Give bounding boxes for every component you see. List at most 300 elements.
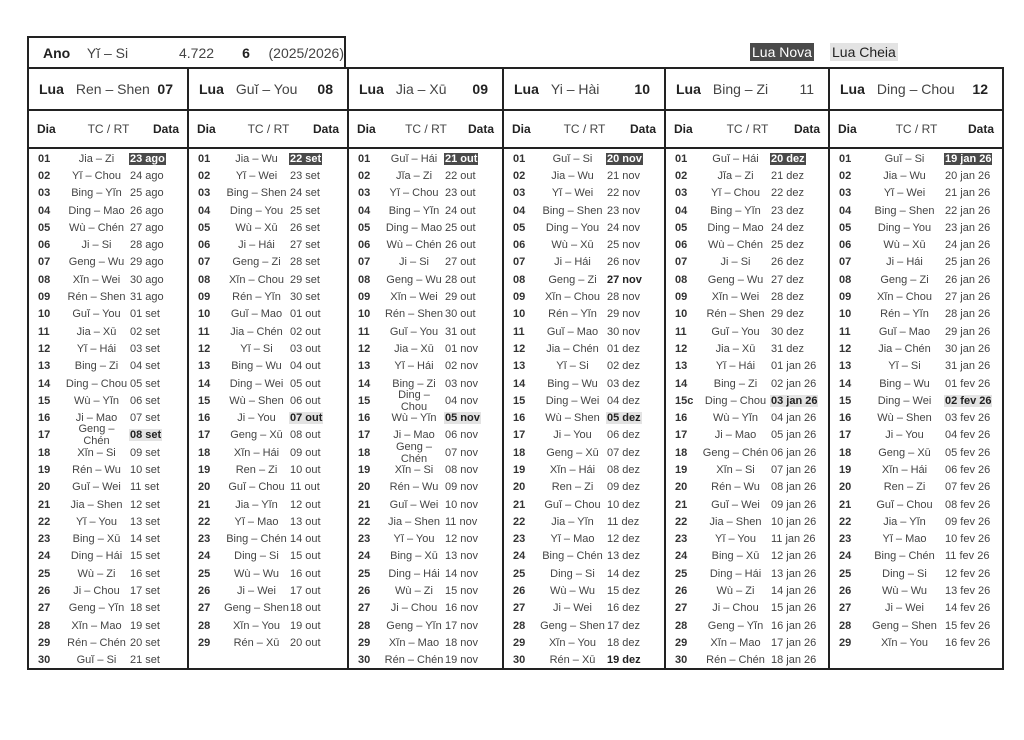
date-text: 01 set: [130, 308, 160, 321]
date-cell: [289, 516, 347, 528]
day-row: [189, 600, 347, 617]
tc-rt-cell: Xĭn – Wei: [390, 291, 438, 304]
date-text: 15 jan 26: [771, 602, 817, 615]
date-cell: [289, 637, 347, 649]
date-cell: [770, 516, 828, 528]
day-number: 26: [675, 585, 688, 598]
day-number: 27: [839, 602, 852, 615]
day-row: [189, 634, 347, 651]
date-text: 19 jan 26: [945, 152, 992, 165]
day-row: [830, 513, 1002, 530]
tc-rt-cell: Yĭ – Hái: [394, 360, 434, 373]
day-number: 18: [839, 446, 852, 459]
date-text: 03 set: [130, 342, 160, 355]
day-number: 14: [358, 377, 371, 390]
date-cell: [289, 291, 347, 303]
day-row: [830, 461, 1002, 478]
date-text: 25 nov: [607, 239, 641, 252]
day-row: [504, 582, 664, 599]
date-cell: [129, 291, 187, 303]
date-text: 24 set: [290, 187, 320, 200]
tc-rt-cell: Bing – Shen: [542, 204, 603, 217]
tc-rt-cell: Yĭ – Hái: [715, 360, 756, 373]
day-row: [29, 461, 187, 478]
date-cell: [770, 343, 828, 355]
tc-rt-cell: Jia – Shen: [709, 515, 762, 528]
day-number: 25: [513, 567, 526, 580]
tc-rt-cell: Guĭ – Si: [76, 654, 117, 667]
day-number: 01: [513, 152, 526, 165]
day-row: [666, 652, 828, 669]
date-cell: [770, 447, 828, 459]
date-text: 04 fev 26: [945, 429, 991, 442]
date-cell: [606, 170, 664, 182]
date-text: 05 dez: [607, 412, 641, 425]
day-row: [29, 358, 187, 375]
year-cycle: 6: [242, 44, 250, 61]
day-number: 26: [38, 585, 51, 598]
date-text: 20 dez: [771, 152, 805, 165]
moon-number: 12: [972, 81, 988, 97]
tc-rt-cell: Ji – Mao: [75, 412, 118, 425]
date-text: 10 fev 26: [945, 533, 991, 546]
day-number: 21: [513, 498, 526, 511]
day-number: 11: [358, 325, 370, 338]
tc-rt-cell: Ding – Si: [550, 567, 595, 580]
date-text: 26 out: [445, 239, 476, 252]
date-cell: [444, 533, 502, 545]
new-moon-date: [606, 153, 664, 165]
day-row: [504, 375, 664, 392]
tc-rt-cell: Geng – Chén: [78, 423, 115, 448]
day-row: [666, 375, 828, 392]
day-row: [189, 236, 347, 253]
day-row: [830, 288, 1002, 305]
moon-name: Jia – Xū: [395, 81, 447, 97]
day-number: 20: [358, 481, 371, 494]
date-cell: [444, 343, 502, 355]
date-text: 14 jan 26: [771, 585, 817, 598]
day-number: 13: [358, 360, 371, 373]
day-row: [189, 582, 347, 599]
day-row: [830, 375, 1002, 392]
date-cell: [944, 637, 1002, 649]
date-cell: [129, 187, 187, 199]
date-cell: [289, 170, 347, 182]
tc-rt-cell: Yĭ – Wei: [235, 169, 278, 182]
day-number: 07: [198, 256, 211, 269]
date-text: 03 jan 26: [771, 394, 818, 407]
day-number: 11: [513, 325, 525, 338]
tc-rt-cell: Rén – Shen: [706, 308, 765, 321]
day-number: 09: [839, 291, 852, 304]
day-number: 22: [675, 515, 688, 528]
tc-rt-cell: Ren – Zi: [551, 481, 594, 494]
date-text: 27 out: [445, 256, 476, 269]
day-number: 28: [513, 619, 526, 632]
tc-rt-cell: Geng – Wu: [386, 273, 442, 286]
date-text: 16 set: [130, 567, 160, 580]
day-number: 22: [839, 515, 852, 528]
date-cell: [606, 550, 664, 562]
date-text: 13 dez: [607, 550, 641, 563]
day-number: 12: [198, 342, 211, 355]
date-text: 30 nov: [607, 325, 641, 338]
day-number: 21: [675, 498, 688, 511]
day-rows: [29, 149, 187, 669]
day-row: [504, 496, 664, 513]
day-number: 17: [38, 429, 51, 442]
day-number: 20: [198, 481, 211, 494]
moon-name: Guĭ – You: [235, 81, 298, 97]
date-text: 23 out: [445, 187, 476, 200]
year-header: [27, 36, 346, 67]
new-moon-date: [289, 153, 347, 165]
day-number: 24: [675, 550, 688, 563]
tc-rt-cell: Geng – Chén: [702, 446, 769, 459]
new-moon-date: [770, 153, 828, 165]
tc-rt-cell: Guĭ – Wei: [389, 498, 439, 511]
day-row: [830, 254, 1002, 271]
day-number: 14: [513, 377, 526, 390]
date-text: 19 out: [290, 619, 321, 632]
tc-rt-cell: Xĭn – Hái: [233, 446, 280, 459]
date-text: 09 dez: [607, 481, 641, 494]
day-row: [666, 427, 828, 444]
date-text: 14 nov: [445, 567, 479, 580]
tc-rt-cell: Geng – Xū: [878, 446, 931, 459]
header-date: Data: [629, 122, 656, 136]
day-row: [830, 150, 1002, 167]
day-number: 17: [513, 429, 526, 442]
date-cell: [444, 654, 502, 666]
day-number: 18: [675, 446, 688, 459]
tc-rt-cell: Wù – Chén: [707, 239, 764, 252]
date-cell: [606, 187, 664, 199]
date-cell: [770, 378, 828, 390]
day-number: 30: [675, 654, 688, 667]
date-text: 02 fev 26: [945, 394, 992, 407]
date-cell: [129, 585, 187, 597]
day-number: 03: [38, 187, 51, 200]
date-text: 27 ago: [130, 221, 164, 234]
tc-rt-cell: Bing – Xū: [711, 550, 760, 563]
date-text: 20 out: [290, 636, 321, 649]
day-number: 03: [358, 187, 371, 200]
date-cell: [606, 464, 664, 476]
date-cell: [944, 516, 1002, 528]
legend-new-moon: Lua Nova: [752, 44, 812, 60]
tc-rt-cell: Geng – Shen: [540, 619, 605, 632]
day-row: [29, 375, 187, 392]
tc-rt-cell: Rén – Wu: [711, 481, 760, 494]
date-cell: [606, 620, 664, 632]
day-row: [29, 444, 187, 461]
day-number: 14: [675, 377, 688, 390]
date-text: 29 set: [290, 273, 320, 286]
date-cell: [944, 326, 1002, 338]
day-number: 17: [358, 429, 371, 442]
tc-rt-cell: Guĭ – Chou: [228, 481, 285, 494]
date-cell: [770, 533, 828, 545]
moon-header: [504, 69, 664, 111]
moon-name: Ding – Chou: [876, 81, 955, 97]
column-headers: [349, 111, 502, 149]
moon-label: Lua: [840, 81, 865, 97]
month-column: [504, 69, 666, 668]
date-text: 12 nov: [445, 533, 479, 546]
day-number: 19: [198, 463, 211, 476]
date-text: 20 jan 26: [945, 169, 991, 182]
date-text: 14 out: [290, 533, 321, 546]
date-cell: [129, 395, 187, 407]
day-row: [29, 496, 187, 513]
header-tc-rt: TC / RT: [405, 122, 447, 136]
tc-rt-cell: Ji – Chou: [712, 602, 759, 615]
date-cell: [770, 568, 828, 580]
header-tc-rt: TC / RT: [563, 122, 606, 136]
date-cell: [770, 464, 828, 476]
date-cell: [289, 360, 347, 372]
moon-number: 07: [157, 81, 173, 97]
date-cell: [129, 464, 187, 476]
date-cell: [944, 274, 1002, 286]
year-number: 4.722: [179, 44, 215, 61]
day-number: 08: [358, 273, 371, 286]
day-number: 20: [675, 481, 688, 494]
day-number: 19: [839, 463, 852, 476]
date-text: 02 nov: [445, 360, 479, 373]
day-row: [666, 358, 828, 375]
day-number: 05: [513, 221, 526, 234]
day-number: 18: [358, 446, 371, 459]
day-number: 05: [38, 221, 51, 234]
date-cell: [770, 429, 828, 441]
tc-rt-cell: Xĭn – Chou: [876, 291, 933, 304]
moon-name: Yi – Hài: [550, 81, 600, 97]
header-day: Dia: [838, 122, 857, 136]
day-row: [504, 323, 664, 340]
tc-rt-cell: Ding – Hái: [709, 567, 762, 580]
tc-rt-cell: Ding – Hái: [388, 567, 440, 580]
date-text: 01 fev 26: [945, 377, 991, 390]
header-date: Data: [152, 122, 179, 136]
day-number: 18: [513, 446, 526, 459]
date-cell: [944, 602, 1002, 614]
date-cell: [770, 620, 828, 632]
day-number: 27: [38, 602, 51, 615]
day-row: [666, 288, 828, 305]
tc-rt-cell: Guĭ – Chou: [876, 498, 933, 511]
new-moon-date: [944, 153, 1002, 165]
date-cell: [444, 620, 502, 632]
header-day: Dia: [674, 122, 693, 136]
day-number: 10: [675, 308, 688, 321]
day-number: 29: [839, 636, 852, 649]
day-number: 30: [358, 654, 371, 667]
day-row: [349, 652, 502, 669]
date-cell: [289, 585, 347, 597]
full-moon-date: [444, 412, 502, 424]
day-number: 06: [38, 239, 51, 252]
tc-rt-cell: Geng – Zi: [548, 273, 597, 286]
day-number: 25: [839, 567, 852, 580]
day-row: [666, 479, 828, 496]
date-cell: [289, 256, 347, 268]
date-cell: [289, 481, 347, 493]
day-row: [830, 392, 1002, 409]
day-number: 08: [675, 273, 688, 286]
day-row: [189, 150, 347, 167]
date-text: 28 jan 26: [945, 308, 991, 321]
date-text: 06 nov: [445, 429, 479, 442]
date-text: 13 out: [290, 515, 321, 528]
date-cell: [944, 412, 1002, 424]
tc-rt-cell: Bing – Wu: [879, 377, 930, 390]
date-cell: [944, 291, 1002, 303]
date-text: 05 jan 26: [771, 429, 817, 442]
day-row: [504, 236, 664, 253]
date-text: 16 jan 26: [771, 619, 817, 632]
date-cell: [444, 256, 502, 268]
new-moon-date: [129, 153, 187, 165]
day-number: 27: [198, 602, 211, 615]
tc-rt-cell: Ji – Si: [399, 256, 429, 269]
day-number: 09: [38, 291, 51, 304]
day-number: 04: [358, 204, 371, 217]
date-text: 12 out: [290, 498, 321, 511]
day-number: 28: [38, 619, 51, 632]
date-text: 08 dez: [607, 463, 641, 476]
month-column: [349, 69, 504, 668]
day-number: 13: [198, 360, 211, 373]
date-text: 06 fev 26: [945, 463, 991, 476]
day-number: 11: [38, 325, 50, 338]
day-rows: [666, 149, 828, 669]
tc-rt-cell: Ding – Hái: [70, 550, 123, 563]
day-row: [29, 306, 187, 323]
date-text: 10 nov: [445, 498, 479, 511]
date-text: 15 set: [130, 550, 160, 563]
date-text: 08 nov: [445, 463, 479, 476]
date-text: 23 nov: [607, 204, 641, 217]
day-number: 25: [675, 567, 688, 580]
date-cell: [770, 274, 828, 286]
tc-rt-cell: Xĭn – Chou: [544, 291, 601, 304]
tc-rt-cell: Bing – Zi: [74, 360, 119, 373]
date-text: 26 jan 26: [945, 273, 991, 286]
day-row: [666, 202, 828, 219]
day-row: [666, 271, 828, 288]
date-cell: [444, 516, 502, 528]
date-cell: [129, 550, 187, 562]
day-number: 02: [675, 169, 688, 182]
date-text: 22 jan 26: [945, 204, 991, 217]
day-number: 19: [675, 463, 688, 476]
date-text: 15 fev 26: [945, 619, 991, 632]
date-text: 19 nov: [445, 654, 479, 667]
date-cell: [444, 222, 502, 234]
date-cell: [129, 274, 187, 286]
date-cell: [606, 378, 664, 390]
day-row: [504, 392, 664, 409]
date-text: 06 jan 26: [771, 446, 817, 459]
tc-rt-cell: Xĭn – Wei: [711, 291, 760, 304]
date-text: 12 fev 26: [945, 567, 991, 580]
date-cell: [606, 222, 664, 234]
day-row: [349, 582, 502, 599]
date-text: 21 dez: [771, 169, 805, 182]
date-text: 26 dez: [771, 256, 805, 269]
date-cell: [289, 550, 347, 562]
day-number: 12: [513, 342, 526, 355]
tc-rt-cell: Jia – Xū: [715, 342, 756, 355]
date-text: 15 out: [290, 550, 321, 563]
year-label: Ano: [43, 44, 71, 61]
date-text: 31 out: [445, 325, 476, 338]
date-text: 25 jan 26: [945, 256, 991, 269]
tc-rt-cell: Bing – Chén: [874, 550, 935, 563]
tc-rt-cell: Ding – Chou: [65, 377, 128, 390]
moon-header: [349, 69, 502, 111]
date-text: 14 set: [130, 533, 160, 546]
day-number: 25: [38, 567, 51, 580]
tc-rt-cell: Yĭ – Chou: [711, 187, 760, 200]
tc-rt-cell: Ding – Mao: [68, 204, 125, 217]
date-text: 10 set: [130, 463, 160, 476]
tc-rt-cell: Rén – Shen: [67, 291, 126, 304]
date-text: 27 jan 26: [945, 291, 991, 304]
tc-rt-cell: Jĭa – Zi: [395, 169, 433, 182]
day-row: [189, 548, 347, 565]
date-text: 24 jan 26: [945, 239, 991, 252]
tc-rt-cell: Jia – Xū: [394, 342, 434, 355]
date-cell: [606, 533, 664, 545]
day-number: 08: [839, 273, 852, 286]
day-row: [349, 202, 502, 219]
day-row: [29, 565, 187, 582]
tc-rt-cell: Bing – Shen: [874, 204, 935, 217]
day-row: [504, 219, 664, 236]
day-number: 01: [839, 152, 852, 165]
date-cell: [129, 412, 187, 424]
day-row: [349, 306, 502, 323]
day-number: 10: [839, 308, 852, 321]
day-row: [830, 306, 1002, 323]
date-text: 05 fev 26: [945, 446, 991, 459]
day-row: [504, 254, 664, 271]
day-rows: [189, 149, 347, 652]
day-number: 05: [675, 221, 688, 234]
day-number: 10: [198, 308, 211, 321]
day-row: [29, 600, 187, 617]
day-number: 06: [358, 239, 371, 252]
day-number: 01: [198, 152, 211, 165]
date-cell: [770, 550, 828, 562]
day-row: [189, 358, 347, 375]
tc-rt-cell: Yĭ – You: [76, 515, 117, 528]
date-text: 27 set: [290, 239, 320, 252]
tc-rt-cell: Guĭ – Wei: [711, 498, 760, 511]
date-text: 01 dez: [607, 342, 641, 355]
day-row: [349, 634, 502, 651]
date-text: 19 set: [130, 619, 160, 632]
day-number: 26: [198, 585, 211, 598]
tc-rt-cell: Yĭ – Mao: [882, 533, 927, 546]
day-row: [666, 254, 828, 271]
date-text: 01 out: [290, 308, 321, 321]
tc-rt-cell: Rén – Chén: [706, 654, 765, 667]
